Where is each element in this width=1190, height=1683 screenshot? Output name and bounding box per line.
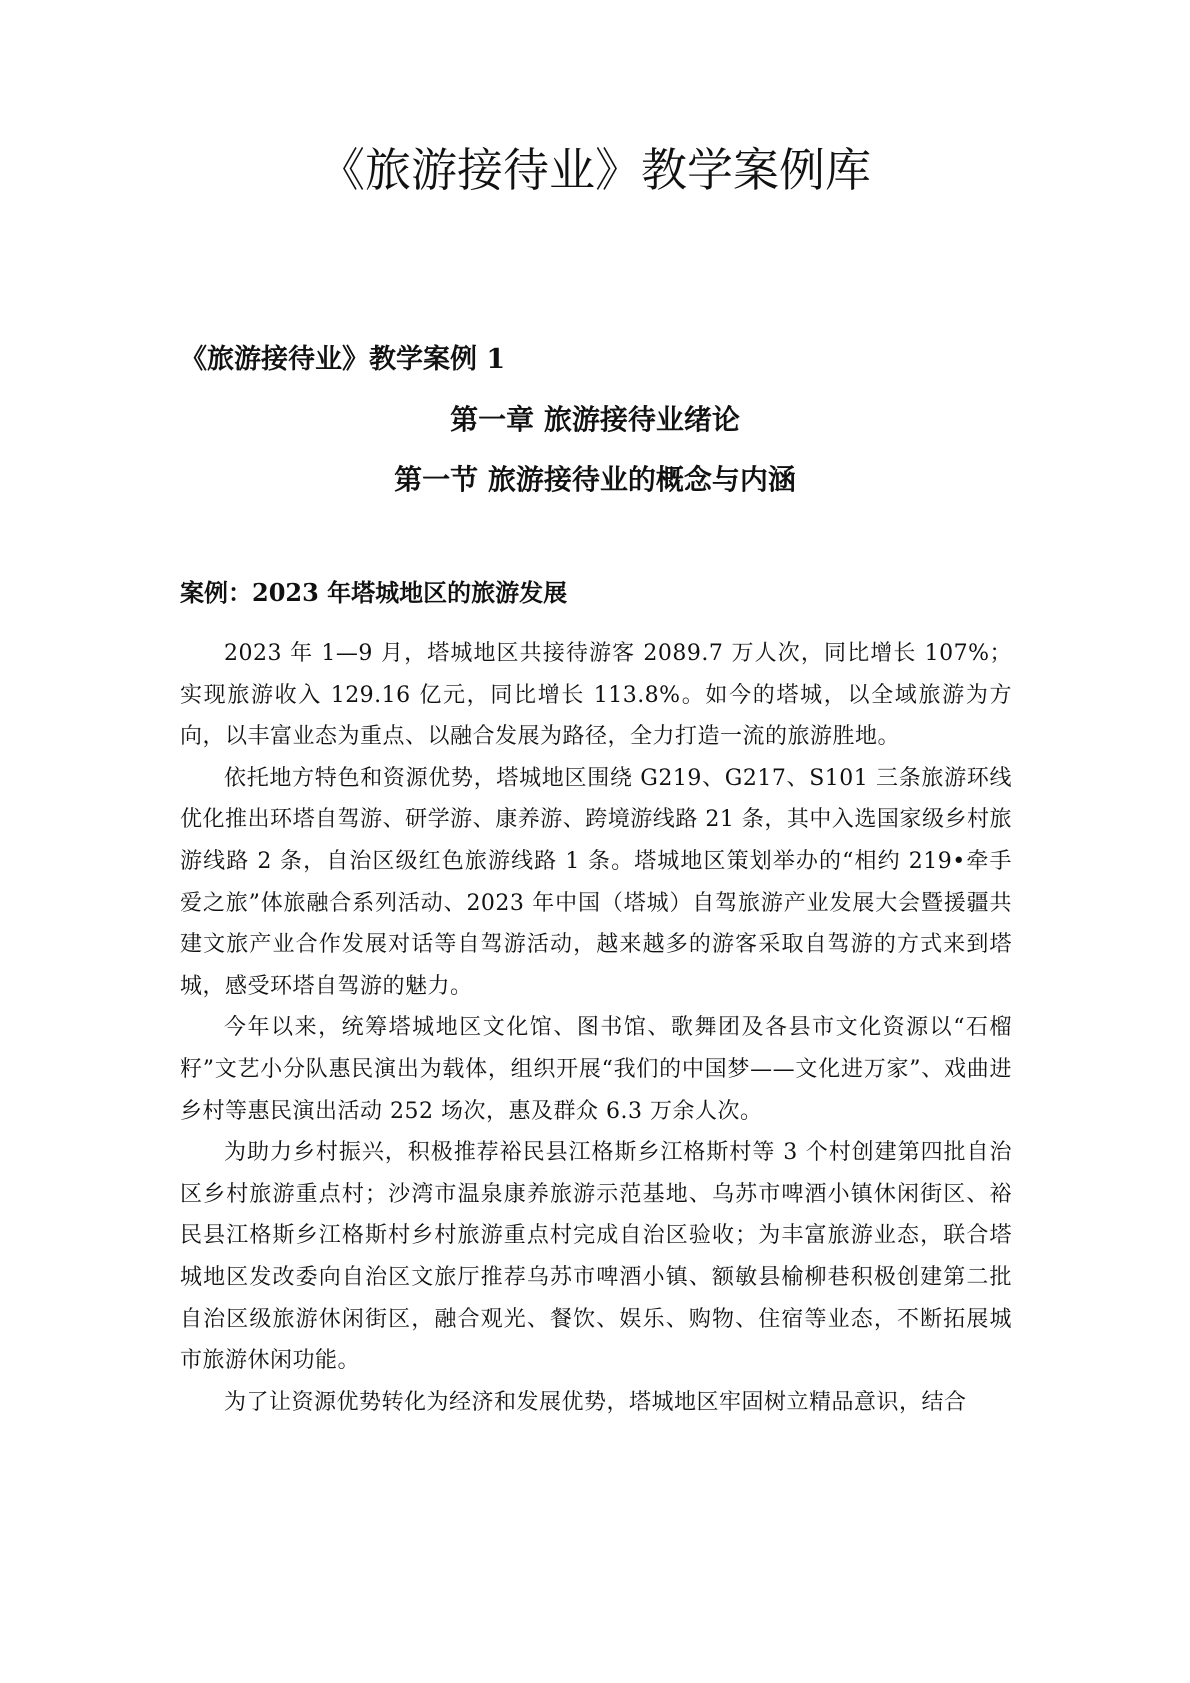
paragraph: 今年以来，统筹塔城地区文化馆、图书馆、歌舞团及各县市文化资源以“石榴籽”文艺小分队惠民演出为载体，组织开展“我们的中国梦——文化进万家”、戏曲进乡村等惠民演出活动 252 场次，惠及群众 6.3 万余人次。 bbox=[180, 1015, 1012, 1124]
chapter-title: 第一章 旅游接待业绪论 bbox=[450, 403, 740, 436]
body-text bbox=[180, 633, 1012, 1423]
paragraph: 2023 年 1—9 月，塔城地区共接待游客 2089.7 万人次，同比增长 107%；实现旅游收入 129.16 亿元，同比增长 113.8%。如今的塔城，以全域旅游为方向，以丰富业态为重点、以融合发展为路径，全力打造一流的旅游胜地。 bbox=[180, 641, 1012, 750]
section-title: 第一节 旅游接待业的概念与内涵 bbox=[394, 463, 796, 496]
paragraph: 为助力乡村振兴，积极推荐裕民县江格斯乡江格斯村等 3 个村创建第四批自治区乡村旅游重点村；沙湾市温泉康养旅游示范基地、乌苏市啤酒小镇休闲街区、裕民县江格斯乡江格斯村乡村旅游重点村完成自治区验收；为丰富旅游业态，联合塔城地区发改委向自治区文旅厅推荐乌苏市啤酒小镇、额敏县榆柳巷积极创建第二批自治区级旅游休闲街区，融合观光、餐饮、娱乐、购物、住宿等业态，不断拓展城市旅游休闲功能。 bbox=[180, 1140, 1012, 1374]
paragraph: 依托地方特色和资源优势，塔城地区围绕 G219、G217、S101 三条旅游环线优化推出环塔自驾游、研学游、康养游、跨境游线路 21 条，其中入选国家级乡村旅游线路 2 条，自治区级红色旅游线路 1 条。塔城地区策划举办的“相约 219•牵手爱之旅”体旅融合系列活动、2023 年中国（塔城）自驾旅游产业发展大会暨援疆共建文旅产业合作发展对话等自驾游活动，越来越多的游客采取自驾游的方式来到塔城，感受环塔自驾游的魅力。 bbox=[180, 765, 1012, 999]
page-title: 《旅游接待业》教学案例库 bbox=[319, 143, 871, 197]
paragraph: 为了让资源优势转化为经济和发展优势，塔城地区牢固树立精品意识，结合 bbox=[224, 1389, 967, 1415]
case-title: 《旅游接待业》教学案例 1 bbox=[180, 344, 506, 375]
case-heading: 案例：2023 年塔城地区的旅游发展 bbox=[180, 578, 568, 607]
